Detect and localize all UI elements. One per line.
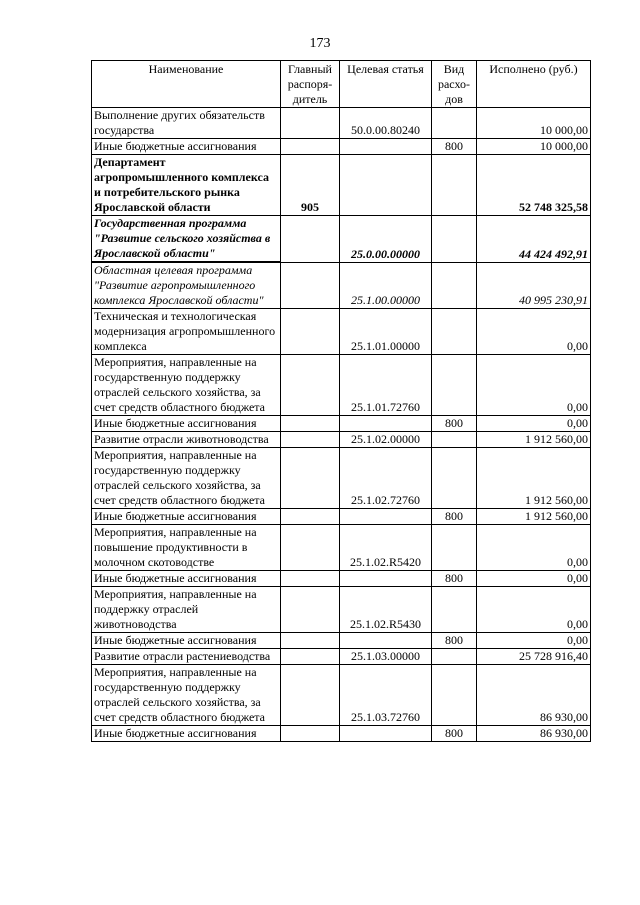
cell-target: 25.1.03.00000 <box>340 649 432 665</box>
cell-type <box>432 262 477 309</box>
cell-target: 25.1.02.00000 <box>340 432 432 448</box>
cell-code <box>281 108 340 139</box>
cell-code: 905 <box>281 155 340 216</box>
cell-amount: 86 930,00 <box>477 665 591 726</box>
cell-code <box>281 633 340 649</box>
cell-type <box>432 155 477 216</box>
cell-amount: 86 930,00 <box>477 726 591 742</box>
cell-name: Иные бюджетные ассигнования <box>92 509 281 525</box>
cell-target: 50.0.00.80240 <box>340 108 432 139</box>
cell-name: Развитие отрасли растениеводства <box>92 649 281 665</box>
cell-name: Департамент агропромышленного комплекса и потребительского рынка Ярославской области <box>92 155 281 216</box>
cell-target <box>340 633 432 649</box>
cell-name: Развитие отрасли животноводства <box>92 432 281 448</box>
cell-amount: 1 912 560,00 <box>477 432 591 448</box>
cell-code <box>281 448 340 509</box>
cell-name: Мероприятия, направленные на повышение продуктивности в молочном скотоводстве <box>92 525 281 571</box>
cell-amount: 40 995 230,91 <box>477 262 591 309</box>
cell-target: 25.0.00.00000 <box>340 216 432 263</box>
cell-target: 25.1.03.72760 <box>340 665 432 726</box>
table-row <box>92 262 591 309</box>
cell-type: 800 <box>432 633 477 649</box>
table-row <box>92 587 591 633</box>
table-row <box>92 108 591 139</box>
cell-code <box>281 432 340 448</box>
cell-name: Мероприятия, направленные на поддержку отраслей животноводства <box>92 587 281 633</box>
cell-amount: 0,00 <box>477 633 591 649</box>
table-header-row <box>92 61 591 108</box>
cell-type <box>432 309 477 355</box>
cell-target: 25.1.02.R5430 <box>340 587 432 633</box>
cell-type <box>432 432 477 448</box>
cell-amount: 44 424 492,91 <box>477 216 591 263</box>
table-row <box>92 665 591 726</box>
budget-table <box>91 60 591 742</box>
cell-code <box>281 726 340 742</box>
cell-type: 800 <box>432 726 477 742</box>
cell-target <box>340 726 432 742</box>
cell-amount: 0,00 <box>477 587 591 633</box>
header-target: Целевая статья <box>340 61 432 108</box>
table-row <box>92 509 591 525</box>
cell-type: 800 <box>432 416 477 432</box>
cell-name: Мероприятия, направленные на государственную поддержку отраслей сельского хозяйства, за счет средств областного бюджета <box>92 665 281 726</box>
cell-type: 800 <box>432 571 477 587</box>
cell-name: Иные бюджетные ассигнования <box>92 633 281 649</box>
table-row <box>92 155 591 216</box>
cell-name: Мероприятия, направленные на государственную поддержку отраслей сельского хозяйства, за счет средств областного бюджета <box>92 355 281 416</box>
cell-type <box>432 108 477 139</box>
cell-type <box>432 355 477 416</box>
page-number: 173 <box>309 36 331 51</box>
cell-name: Областная целевая программа "Развитие агропромышленного комплекса Ярославской области" <box>92 262 281 309</box>
table-row <box>92 525 591 571</box>
table-row <box>92 355 591 416</box>
table-row <box>92 309 591 355</box>
cell-code <box>281 309 340 355</box>
cell-code <box>281 525 340 571</box>
cell-target <box>340 155 432 216</box>
cell-name: Иные бюджетные ассигнования <box>92 571 281 587</box>
cell-type <box>432 525 477 571</box>
table-row <box>92 448 591 509</box>
cell-code <box>281 649 340 665</box>
table-row <box>92 649 591 665</box>
cell-code <box>281 416 340 432</box>
cell-amount: 0,00 <box>477 525 591 571</box>
cell-amount: 52 748 325,58 <box>477 155 591 216</box>
cell-target <box>340 416 432 432</box>
cell-name: Техническая и технологическая модернизация агропромышленного комплекса <box>92 309 281 355</box>
cell-type: 800 <box>432 509 477 525</box>
cell-code <box>281 139 340 155</box>
header-name: Наименование <box>92 61 281 108</box>
cell-code <box>281 665 340 726</box>
cell-code <box>281 509 340 525</box>
cell-amount: 1 912 560,00 <box>477 448 591 509</box>
table-row <box>92 432 591 448</box>
cell-name: Иные бюджетные ассигнования <box>92 139 281 155</box>
table-row <box>92 216 591 263</box>
cell-code <box>281 262 340 309</box>
cell-amount: 10 000,00 <box>477 108 591 139</box>
cell-target <box>340 571 432 587</box>
table-row <box>92 416 591 432</box>
cell-name: Государственная программа "Развитие сельского хозяйства в Ярославской области" <box>92 216 281 263</box>
cell-type <box>432 216 477 263</box>
cell-amount: 0,00 <box>477 416 591 432</box>
cell-target <box>340 509 432 525</box>
cell-type <box>432 587 477 633</box>
table-row <box>92 139 591 155</box>
cell-amount: 0,00 <box>477 355 591 416</box>
table-row <box>92 726 591 742</box>
header-amount: Исполнено (руб.) <box>477 61 591 108</box>
cell-amount: 10 000,00 <box>477 139 591 155</box>
cell-code <box>281 571 340 587</box>
header-code: Главный распоря-дитель <box>281 61 340 108</box>
cell-code <box>281 216 340 263</box>
cell-amount: 1 912 560,00 <box>477 509 591 525</box>
cell-type <box>432 665 477 726</box>
table-row <box>92 571 591 587</box>
cell-amount: 0,00 <box>477 571 591 587</box>
cell-type <box>432 649 477 665</box>
cell-code <box>281 587 340 633</box>
cell-amount: 25 728 916,40 <box>477 649 591 665</box>
cell-type <box>432 448 477 509</box>
cell-target: 25.1.01.72760 <box>340 355 432 416</box>
cell-name: Мероприятия, направленные на государственную поддержку отраслей сельского хозяйства, за счет средств областного бюджета <box>92 448 281 509</box>
cell-type: 800 <box>432 139 477 155</box>
cell-target: 25.1.00.00000 <box>340 262 432 309</box>
cell-target: 25.1.02.R5420 <box>340 525 432 571</box>
table-row <box>92 633 591 649</box>
cell-name: Иные бюджетные ассигнования <box>92 726 281 742</box>
cell-amount: 0,00 <box>477 309 591 355</box>
cell-name: Иные бюджетные ассигнования <box>92 416 281 432</box>
cell-target <box>340 139 432 155</box>
header-type: Вид расхо-дов <box>432 61 477 108</box>
cell-target: 25.1.02.72760 <box>340 448 432 509</box>
cell-code <box>281 355 340 416</box>
cell-name: Выполнение других обязательств государства <box>92 108 281 139</box>
table-body <box>92 108 591 742</box>
cell-target: 25.1.01.00000 <box>340 309 432 355</box>
